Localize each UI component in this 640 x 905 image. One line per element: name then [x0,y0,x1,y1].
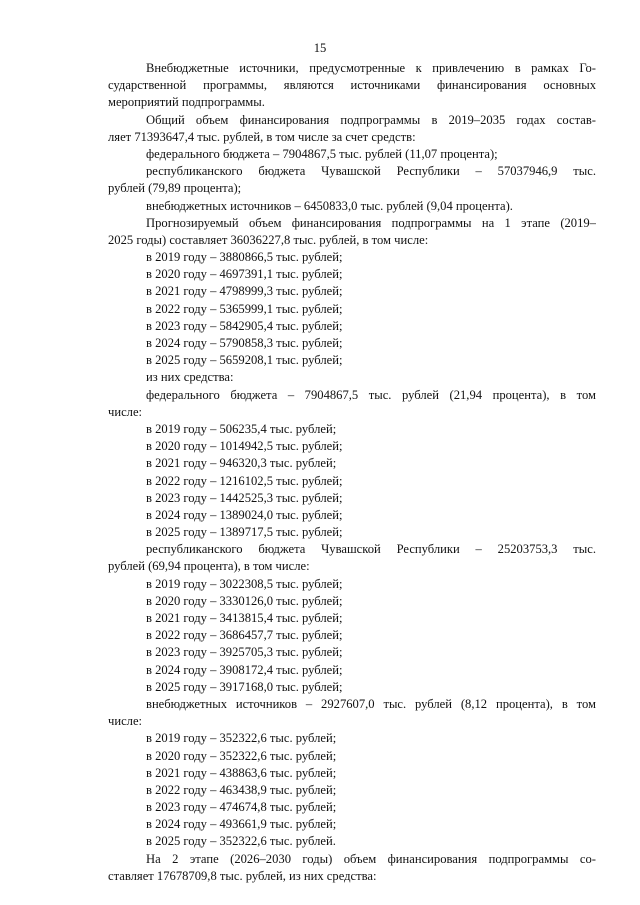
text-line: Внебюджетные источники, предусмотренные к привлечению в рамках Го- [146,61,596,75]
text-line: в 2021 году – 3413815,4 тыс. рублей; [146,611,343,625]
text-line: в 2020 году – 3330126,0 тыс. рублей; [146,593,343,608]
text-line: сударственной программы, являются источниками финансирования основных [108,78,596,93]
text-line: в 2023 году – 1442525,3 тыс. рублей; [146,490,343,505]
text-line: в 2025 году – 352322,6 тыс. рублей. [146,834,336,849]
text-line: в 2020 году – 352322,6 тыс. рублей; [146,748,337,763]
text-line: числе: [108,404,143,419]
text-line: в 2023 году – 5842905,4 тыс. рублей; [146,318,343,333]
text-line: в 2022 году – 463438,9 тыс. рублей; [146,782,337,797]
text-line: внебюджетных источников – 6450833,0 тыс. рублей (9,04 процента). [146,198,513,213]
text-line: На 2 этапе (2026–2030 годы) объем финансирования подпрограммы со- [146,851,596,866]
text-line: в 2020 году – 1014942,5 тыс. рублей; [146,439,343,454]
text-line: в 2021 году – 4798999,3 тыс. рублей; [146,284,343,299]
text-line: рублей (79,89 процента); [108,181,242,196]
page-number: 15 [313,41,327,55]
text-line: в 2019 году – 506235,4 тыс. рублей; [146,421,337,436]
text-line: в 2025 году – 5659208,1 тыс. рублей; [146,353,343,368]
text-line: мероприятий подпрограммы. [108,95,265,110]
text-line: из них средства: [146,370,234,385]
text-line: в 2025 году – 3917168,0 тыс. рублей; [146,679,343,694]
text-line: республиканского бюджета Чувашской Республики – 57037946,9 тыс. [146,164,596,179]
text-line: в 2021 году – 946320,3 тыс. рублей; [146,456,337,471]
text-line: в 2024 году – 5790858,3 тыс. рублей; [146,336,343,350]
text-line: в 2022 году – 5365999,1 тыс. рублей; [146,301,343,316]
text-line: республиканского бюджета Чувашской Республики – 25203753,3 тыс. [146,542,596,557]
text-line: Общий объем финансирования подпрограммы в 2019–2035 годах состав- [146,112,596,127]
text-line: ставляет 17678709,8 тыс. рублей, из них средства: [108,868,377,883]
text-line: в 2021 году – 438863,6 тыс. рублей; [146,765,337,780]
text-line: в 2019 году – 3022308,5 тыс. рублей; [146,576,343,591]
body-text [108,60,596,885]
text-line: числе: [108,714,143,729]
text-line: в 2019 году – 352322,6 тыс. рублей; [146,731,337,746]
text-line: рублей (69,94 процента), в том числе: [108,559,310,574]
text-line: в 2025 году – 1389717,5 тыс. рублей; [146,525,343,540]
text-line: в 2024 году – 3908172,4 тыс. рублей; [146,662,343,677]
text-line: в 2022 году – 1216102,5 тыс. рублей; [146,473,343,488]
text-line: в 2023 году – 474674,8 тыс. рублей; [146,800,337,815]
text-line: в 2024 году – 493661,9 тыс. рублей; [146,817,337,832]
text-line: в 2023 году – 3925705,3 тыс. рублей; [146,645,343,660]
text-line: федерального бюджета – 7904867,5 тыс. рублей (11,07 процента); [146,146,498,161]
text-line: ляет 71393647,4 тыс. рублей, в том числе за счет средств: [108,129,416,144]
text-line: 2025 годы) составляет 36036227,8 тыс. рублей, в том числе: [108,232,429,247]
text-line: в 2019 году – 3880866,5 тыс. рублей; [146,250,343,265]
text-line: в 2020 году – 4697391,1 тыс. рублей; [146,267,343,282]
text-line: Прогнозируемый объем финансирования подпрограммы на 1 этапе (2019– [146,215,596,230]
text-line: федерального бюджета – 7904867,5 тыс. рублей (21,94 процента), в том [146,387,596,402]
text-line: внебюджетных источников – 2927607,0 тыс. рублей (8,12 процента), в том [146,696,596,711]
text-line: в 2022 году – 3686457,7 тыс. рублей; [146,628,343,643]
text-line: в 2024 году – 1389024,0 тыс. рублей; [146,507,343,522]
